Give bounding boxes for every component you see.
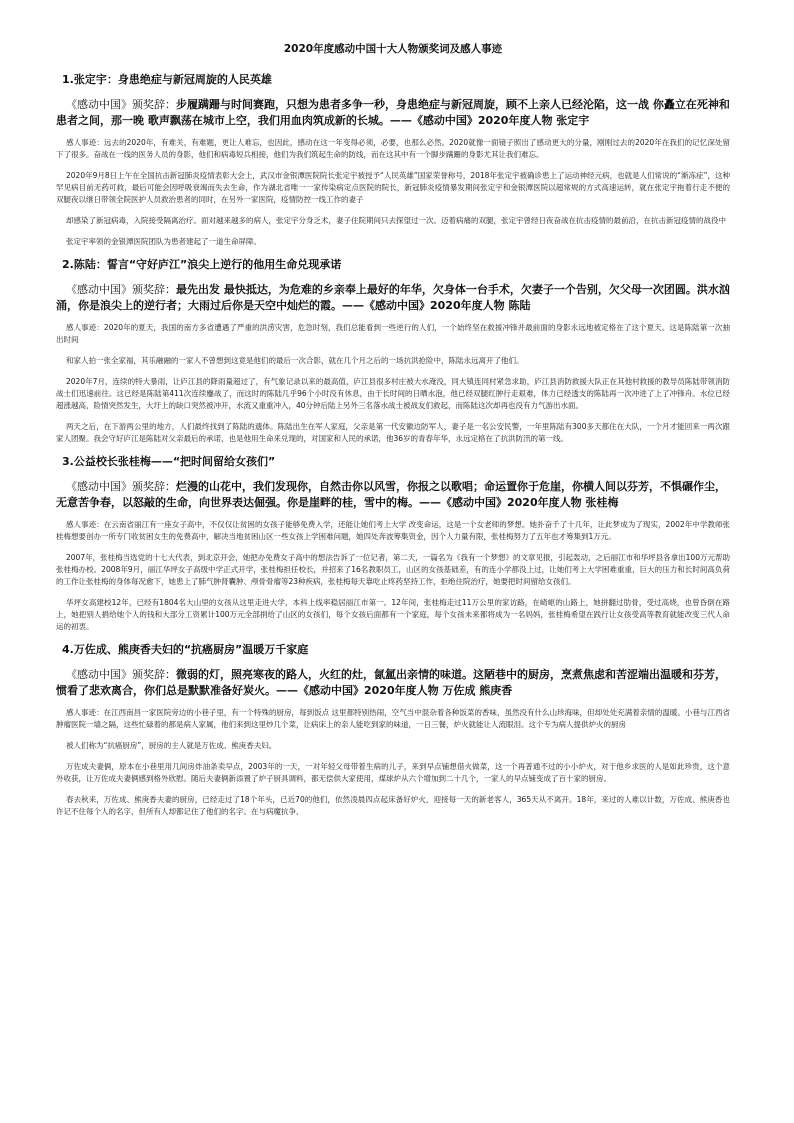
section-heading: 2.陈陆：誓言“守好庐江”浪尖上逆行的他用生命兑现承诺 xyxy=(62,258,342,271)
story-paragraph: 和家人拍一张全家福，其乐融融的一家人不曾想到这竟是他们的最后一次合影，就在几个月之后的一场抗洪抢险中，陈陆永远离开了他们。 xyxy=(66,356,524,365)
section-heading: 3.公益校长张桂梅——“把时间留给女孩们” xyxy=(62,455,276,468)
award-citation xyxy=(56,479,730,510)
award-body: 步履蹒跚与时间赛跑，只想为患者多争一秒，身患绝症与新冠周旋，顾不上亲人已经沦陷，这一战 你矗立在死神和患者之间，那一晚 歌声飘荡在城市上空，我们用血肉筑成新的长城。——《感动中国》2020年度人物 张定宇 xyxy=(56,98,730,127)
award-body: 微弱的灯，照亮寒夜的路人，火红的灶，氤氲出亲情的味道。这陋巷中的厨房，烹煮焦虑和苦涩端出温暖和芬芳，惯看了悲欢离合，你们总是默默准备好炭火。——《感动中国》2020年度人物 万佐成 熊庚香 xyxy=(56,668,726,697)
story-paragraph: 感人事迹：在云南省丽江有一座女子高中，不仅仅让贫困的女孩子能够免费入学，还能让她们考上大学 改变命运，这是一个女老师的梦想。她扑奋千了十几年，让此梦成为了现实，2002年中学教师张桂梅想要创办一所专门收贫困女生的免费高中，解决当地贫困山区一些女孩上学困难问题，她四处奔波筹集资金，因个人力量有限，张桂梅努力了五年也才筹集到1万元。 xyxy=(56,520,730,541)
award-lead: 《感动中国》颁奖辞： xyxy=(66,283,176,296)
section-zhang-dingyu xyxy=(56,72,730,248)
story-paragraph: 感人事迹：在江西南昌一家医院旁边的小巷子里，有一个特殊的厨房，每到饭点 这里都特别热闹，空气当中混杂着各种饭菜的香味，虽然没有什么山珍海味，但却处处充满着亲情的温暖。小巷与江西省肿瘤医院一墙之隔，这些忙碌着的都是病人家属，他们来到这里炒几个菜，让病床上的亲人能吃到家的味道，一日三餐，炉火就能让人流眼泪。这个专为病人提供炉火的厨房 xyxy=(56,708,730,729)
story-paragraph: 华坪女高建校12年，已经有1804名大山里的女孩从这里走进大学，本科上线率稳居丽江市第一。12年间，张桂梅走过11万公里的家访路，在崎岖的山路上，她拼翻过肋骨，受过高烧，也曾昏倒在路上，她把别人捐给她个人的钱和大部分工资累计100万元全部捐给了山区的女孩们，每个女孩后面都有一个家庭，每个女孩未来都将成为一名妈妈，张桂梅希望在践行让女孩受高等教育就能改变三代人命运的初衷。 xyxy=(56,598,730,631)
story-paragraph: 2007年，张桂梅当选党的十七大代表，到北京开会，她把办免费女子高中的想法告诉了一位记者，第二天，一篇名为《我有一个梦想》的文章见报，引起轰动，之后丽江市和华坪县各拿出100万元帮助张桂梅办校。2008年9月，丽江华坪女子高级中学正式开学，张桂梅担任校长，并招来了16名教职员工，山区的女孩基础差，有的连小学都没上过，让她们考上大学困难重重，巨大的压力和长时间高负荷的工作让张桂梅的身体每况愈下，她患上了肺气肿肾囊肿、颅骨骨瘤等23种疾病，张桂梅每天靠吃止疼药坚持工作，拒绝住院治疗，她要把时间留给女孩们。 xyxy=(56,553,730,586)
story-paragraph: 张定宇率领的金银潭医院团队为患者建起了一道生命屏障。 xyxy=(66,237,261,246)
section-heading: 4.万佐成、熊庚香夫妇的“抗癌厨房”温暖万千家庭 xyxy=(62,643,309,656)
award-citation xyxy=(56,667,730,698)
award-citation xyxy=(56,97,730,128)
story-paragraph: 万佐成夫妻俩，原本在小巷里用几间房炸油条卖早点，2003年的一天，一对年轻父母带着生病的儿子，来到早点铺想借火做菜，这一个再普通不过的小小炉火，对于他乡求医的人是如此珍贵，这个意外收获，让万佐成夫妻俩感到格外欣慰。随后夫妻俩新添置了炉子厨具调料，都无偿供大家使用，煤球炉从六个增加到二十几个，一家人的早点铺变成了百十家的厨房。 xyxy=(56,762,730,783)
story-paragraph: 却感染了新冠病毒，入院接受隔离治疗。面对越来越多的病人，张定宇分身乏术，妻子住院期间只去探望过一次。迈着病痛的双腿，张定宇曾经日夜奋战在抗击疫情的最前沿，在抗击新冠疫情的战役中 xyxy=(66,216,726,225)
story-paragraph: 被人们称为“抗癌厨房”，厨房的主人就是万佐成、熊庚香夫妇。 xyxy=(66,741,277,750)
story-paragraph: 2020年9月8日上午在全国抗击新冠肺炎疫情表彰大会上，武汉市金银潭医院院长张定宇被授予“人民英雄”国家荣誉称号，2018年张定宇被确诊患上了运动神经元病，也就是人们常说的“渐冻症”，这种罕见病目前无药可救，最后可能会因呼吸衰竭而失去生命，作为湖北省唯一一家传染病定点医院的院长，新冠肺炎疫情暴发期间张定宇和金银潭医院以超常规的方式高速运转，就在张定宇拖着行走不便的双腿夜以继日带领全院医护人员救治患者的同时，在另外一家医院，疫情防控一线工作的妻子 xyxy=(56,171,730,204)
story-paragraph: 感人事迹：远去的2020年，有难关，有难题，更让人难忘，也因此，感动在这一年变得必须，必要，也那么必然。2020就像一面镜子照出了感动更大的分量，刚刚过去的2020年在我们的记忆深处留下了很多。奋战在一线的医务人员的身影，他们和病毒短兵相接，他们为我们筑起生命的防线，而在这其中有一个脚步蹒跚的身影尤其让我们难忘。 xyxy=(56,138,730,159)
story-paragraph: 春去秋来，万佐成、熊庚香夫妻的厨房，已经走过了18个年头，已近70的他们，依然凌晨四点起床备好炉火，迎接每一天的新老客人，365天从不离开。18年，来过的人难以计数，万佐成、熊庚香也许记不住每个人的名字，但所有人却都记住了他们的名字。在与病魔抗争、 xyxy=(56,795,730,816)
section-wan-zuocheng xyxy=(56,642,730,818)
award-lead: 《感动中国》颁奖辞： xyxy=(66,98,176,111)
award-lead: 《感动中国》颁奖辞： xyxy=(66,480,176,493)
story-paragraph: 感人事迹：2020年的夏天，我国的南方多省遭遇了严重的洪涝灾害，危急时刻，我们总能看到一些逆行的人们，一个始终坚在救援冲锋并最前面的身影永远地被定格在了这个夏天。这是陈陆第一次抽出时间 xyxy=(56,323,730,344)
award-body: 烂漫的山花中，我们发现你，自然击你以风雪，你报之以歌唱；命运置你于危崖，你横人间以芬芳，不惧碾作尘，无意苦争春，以怒敲的生命，向世界表达倔强。你是崖畔的桂，雪中的梅。——《感动中国》2020年度人物 张桂梅 xyxy=(56,480,726,509)
award-lead: 《感动中国》颁奖辞： xyxy=(66,668,176,681)
story-paragraph: 两天之后，在下游两公里的地方，人们最终找到了陈陆的遗体。陈陆出生在军人家庭，父亲是第一代安徽边防军人，妻子是一名公安民警，一年里陈陆有300多天都住在大队，一个月才能回来一两次跟家人团聚。我会守好庐江是陈陆对父亲最后的承诺，也是他用生命来兑现的，对国家和人民的承诺，他36岁的青春年华，永远定格在了抗洪防汛的第一线。 xyxy=(56,422,730,443)
award-body: 最先出发 最快抵达，为危难的乡亲奉上最好的年华，欠身体一台手术，欠妻子一个告别，欠父母一次团圆。洪水汹涌，你是浪尖上的逆行者；大雨过后你是天空中灿烂的霞。——《感动中国》2020年度人物 陈陆 xyxy=(56,283,730,312)
section-chen-lu xyxy=(56,257,730,445)
section-heading: 1.张定宇：身患绝症与新冠周旋的人民英雄 xyxy=(62,73,272,86)
section-zhang-guimei xyxy=(56,454,730,633)
document-title: 2020年度感动中国十大人物颁奖词及感人事迹 xyxy=(283,43,503,55)
award-citation xyxy=(56,282,730,313)
story-paragraph: 2020年7月，连续的特大暴雨，让庐江县的降雨量超过了，有气象记录以来的最高值，庐江县很多村庄被大水淹没，同大镇连同村紧急求助，庐江县消防救援大队正在其他村救援的教导员陈陆带领消防战士们迅速前往。这已经是陈陆第411次连续鏖战了，而这时的陈陆几乎96个小时没有休息，由于长时间的日晒水泡，他已经双腿红肿行走艰难，体力已经透支的陈陆再一次冲进了上了冲锋舟。水位已经超涨越高，险情突然发生，大圩上的缺口突然被冲开，水流又重重冲入，40分钟后陆上另外三名落水战士被战友们救起，而陈陆这次却再也没有力气游出水面。 xyxy=(56,377,730,410)
